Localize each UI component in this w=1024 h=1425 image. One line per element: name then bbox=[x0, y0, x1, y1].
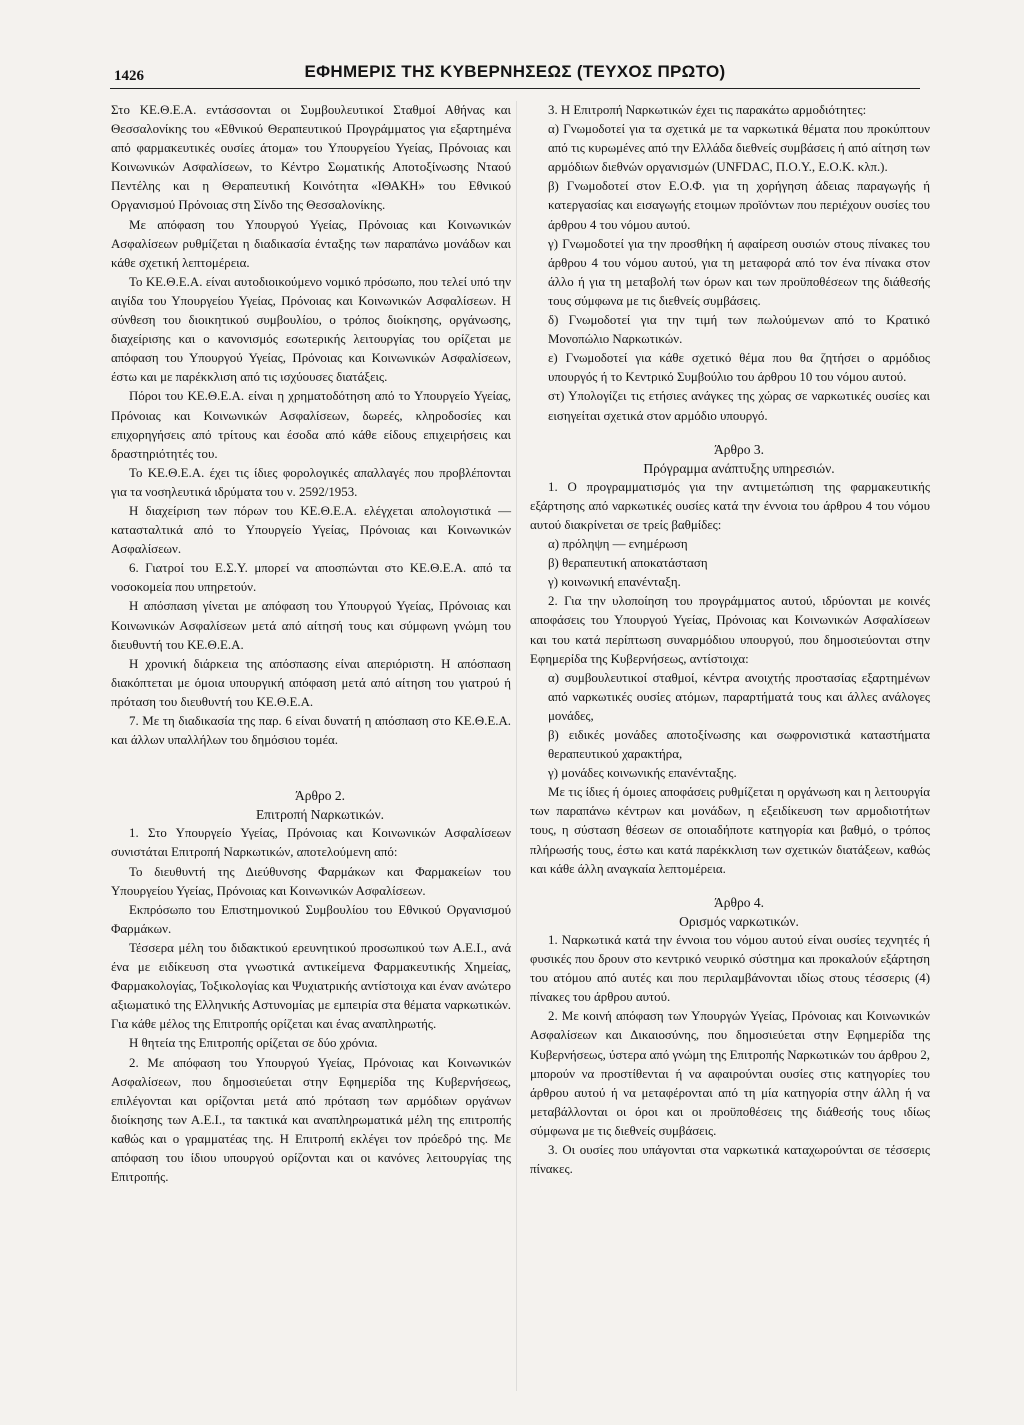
article-4-heading bbox=[530, 893, 930, 931]
paragraph: Πόροι του ΚΕ.Θ.Ε.Α. είναι η χρηματοδότηση από το Υπουργείο Υγείας, Πρόνοιας και Κοινωνικών Ασφαλίσεων, δωρεές, κληροδοσίες και επιχορηγήσεις από τρίτους και έσοδα από κάθε είδους επιχειρήσεις και δραστηριότητές του. bbox=[111, 389, 511, 461]
article-title: Επιτροπή Ναρκωτικών. bbox=[255, 807, 385, 823]
paragraph: Εκπρόσωπο του Επιστημονικού Συμβουλίου του Εθνικού Οργανισμού Φαρμάκων. bbox=[111, 902, 511, 936]
paragraph: Με απόφαση του Υπουργού Υγείας, Πρόνοιας και Κοινωνικών Ασφαλίσεων ρυθμίζεται η διαδικασία ένταξης των παραπάνω μονάδων και κάθε σχετική λεπτομέρεια. bbox=[111, 217, 511, 270]
article-number: Άρθρο 2. bbox=[295, 788, 345, 804]
list-item: ε) Γνωμοδοτεί για κάθε σχετικό θέμα που θα ζητήσει ο αρμόδιος υπουργός ή το Κεντρικό Συμβούλιο του άρθρου 10 του νόμου αυτού. bbox=[548, 351, 930, 385]
article-2-heading bbox=[111, 786, 511, 824]
paragraph: Το διευθυντή της Διεύθυνσης Φαρμάκων και Φαρμακείων του Υπουργείου Υγείας, Πρόνοιας και Κοινωνικών Ασφαλίσεων. bbox=[111, 864, 511, 898]
paragraph: 6. Γιατροί του Ε.Σ.Υ. μπορεί να αποσπώνται στο ΚΕ.Θ.Ε.Α. από τα νοσοκομεία που υπηρετούν. bbox=[111, 561, 511, 595]
list-item: β) Γνωμοδοτεί στον Ε.Ο.Φ. για τη χορήγηση άδειας παραγωγής ή κατεργασίας και εισαγωγής ετοιμων προϊόντων που περιέχουν ουσίες του άρθρου 4 του νόμου αυτού. bbox=[548, 179, 930, 232]
paragraph: Η διαχείριση των πόρων του ΚΕ.Θ.Ε.Α. ελέγχεται απολογιστικά — κατασταλτικά από το Υπουργείο Υγείας, Πρόνοιας και Κοινωνικών Ασφαλίσεων. bbox=[111, 503, 511, 557]
list-item: γ) Γνωμοδοτεί για την προσθήκη ή αφαίρεση ουσιών στους πίνακες του άρθρου 4 του νόμου αυτού, για τη μεταφορά από τον ένα πίνακα στον άλλο ή για τη μεταβολή των όρων και των προϋποθέσεων της διάθεσής τους σύμφωνα με τις διεθνείς συμβάσεις. bbox=[548, 236, 930, 308]
list-item: α) συμβουλευτικοί σταθμοί, κέντρα ανοιχτής προστασίας εξαρτημένων από ναρκωτικές ουσίες ατόμων, παραρτήματά τους και άλλες ανάλογες μονάδες, bbox=[548, 670, 930, 723]
left-column bbox=[111, 101, 511, 1187]
paragraph: 1. Ναρκωτικά κατά την έννοια του νόμου αυτού είναι ουσίες τεχνητές ή φυσικές που δρουν στο κεντρικό νευρικό σύστημα και προκαλούν εξάρτηση του ατόμου από αυτές και που περιλαμβάνονται ιδίως στους τέσσερις (4) πίνακες του άρθρου αυτού. bbox=[530, 932, 930, 1005]
paragraph: Η θητεία της Επιτροπής ορίζεται σε δύο χρόνια. bbox=[129, 1036, 378, 1051]
list-item: στ) Υπολογίζει τις ετήσιες ανάγκες της χώρας σε ναρκωτικές ουσίες και εισηγείται σχετικά στον αρμόδιο υπουργό. bbox=[548, 389, 930, 423]
article-number: Άρθρο 3. bbox=[714, 441, 764, 457]
page-number: 1426 bbox=[114, 68, 144, 84]
paragraph: 7. Με τη διαδικασία της παρ. 6 είναι δυνατή η απόσπαση στο ΚΕ.Θ.Ε.Α. και άλλων υπαλλήλων του δημόσιου τομέα. bbox=[111, 714, 511, 748]
article-title: Πρόγραμμα ανάπτυξης υπηρεσιών. bbox=[643, 460, 835, 476]
paragraph: Το ΚΕ.Θ.Ε.Α. έχει τις ίδιες φορολογικές απαλλαγές που προβλέπονται για τα νοσηλευτικά ιδρύματα του ν. 2592/1953. bbox=[111, 465, 511, 499]
list-item: γ) μονάδες κοινωνικής επανένταξης. bbox=[548, 766, 737, 781]
paragraph: 2. Με κοινή απόφαση των Υπουργών Υγείας, Πρόνοιας και Κοινωνικών Ασφαλίσεων και Δικαιοσύνης, που δημοσιεύεται στην Εφημερίδα της Κυβερνήσεως, ύστερα από γνώμη της Επιτροπής Ναρκωτικών του άρθρου 2, μπορούν να προστίθενται ή να αφαιρούνται ουσίες στις κατηγορίες του άρθρου αυτού ή να μεταφέρονται από τη μία κατηγορία στην άλλη ή να μεταβάλλονται οι όροι και οι προϋποθέσεις της διάθεσής τους ιδίως σύμφωνα με τις διεθνείς συμβάσεις. bbox=[530, 1009, 930, 1138]
right-column bbox=[530, 101, 930, 1179]
list-item: β) θεραπευτική αποκατάσταση bbox=[548, 556, 708, 571]
paragraph: Τέσσερα μέλη του διδακτικού ερευνητικού προσωπικού των Α.Ε.Ι., ανά ένα με ειδίκευση στα γνωστικά αντικείμενα Φαρμακευτικής Χημείας, Φαρμακολογίας, Τοξικολογίας και Ψυχιατρικής αντίστοιχα και έναν ανώτερο αξιωματικό της Ελληνικής Αστυνομίας με εμπειρία στα θέματα ναρκωτικών. Για κάθε μέλος της Επιτροπής ορίζεται και ένας αναπληρωτής. bbox=[111, 940, 511, 1032]
running-title: ΕΦΗΜΕΡΙΣ ΤΗΣ ΚΥΒΕΡΝΗΣΕΩΣ (ΤΕΥΧΟΣ ΠΡΩΤΟ) bbox=[304, 62, 726, 81]
article-3-heading bbox=[530, 440, 930, 478]
paragraph: Στο ΚΕ.Θ.Ε.Α. εντάσσονται οι Συμβουλευτικοί Σταθμοί Αθήνας και Θεσσαλονίκης του «Εθνικού Θεραπευτικού Προγράμματος για εξαρτημένα από φαρμακευτικές ουσίες άτομα» του Υπουργείου Υγείας, Πρόνοιας και Κοινωνικών Ασφαλίσεων, το Κέντρο Σωματικής Αποτοξίνωσης Νταού Πεντέλης και η Θεραπευτική Κοινότητα «ΙΘΑΚΗ» του Εθνικού Οργανισμού Πρόνοιας στη Σίνδο της Θεσσαλονίκης. bbox=[111, 103, 511, 213]
paragraph: 2. Με απόφαση του Υπουργού Υγείας, Πρόνοιας και Κοινωνικών Ασφαλίσεων, που δημοσιεύεται στην Εφημερίδα της Κυβερνήσεως, επιλέγονται και ορίζονται μετά από πρόταση των αρμόδιων οργάνων διοίκησης των Α.Ε.Ι., τα τακτικά και αναπληρωματικά μέλη της επιτροπής καθώς και ο γραμματέας της. Η Επιτροπή εκλέγει τον πρόεδρό της. Με απόφαση του ίδιου υπουργού ορίζονται και οι κανόνες λειτουργίας της Επιτροπής. bbox=[111, 1055, 511, 1185]
paragraph: 3. Η Επιτροπή Ναρκωτικών έχει τις παρακάτω αρμοδιότητες: bbox=[548, 103, 867, 117]
list-item: γ) κοινωνική επανένταξη. bbox=[548, 575, 681, 590]
paragraph: 2. Για την υλοποίηση του προγράμματος αυτού, ιδρύονται με κοινές αποφάσεις του Υπουργού Υγείας, Πρόνοιας και Κοινωνικών Ασφαλίσεων και του κατά περίπτωση συναρμόδιου υπουργού, που δημοσιεύονται στην Εφημερίδα της Κυβερνήσεως, αντίστοιχα: bbox=[530, 594, 930, 666]
list-item: α) Γνωμοδοτεί για τα σχετικά με τα ναρκωτικά θέματα που προκύπτουν από τις κυρωμένες από την Ελλάδα διεθνείς συμβάσεις ή από αίτηση των αρμόδιων διεθνών οργανισμών (UNFDAC, Π.Ο.Υ., Ε.Ο.Κ. κλπ.). bbox=[548, 122, 930, 175]
paragraph: Το ΚΕ.Θ.Ε.Α. είναι αυτοδιοικούμενο νομικό πρόσωπο, που τελεί υπό την αιγίδα του Υπουργείου Υγείας, Πρόνοιας και Κοινωνικών Ασφαλίσεων. Η σύνθεση του διοικητικού συμβουλίου, ο τρόπος διοίκησης, οργάνωσης, διαχείρισης και ο κανονισμός εσωτερικής λειτουργίας του ορίζεται με απόφαση του Υπουργού Υγείας, Πρόνοιας και Κοινωνικών Ασφαλίσεων, έστω και με παρέκκλιση από τις ισχύουσες διατάξεις. bbox=[111, 274, 511, 385]
paragraph: 3. Οι ουσίες που υπάγονται στα ναρκωτικά καταχωρούνται σε τέσσερις πίνακες. bbox=[530, 1142, 930, 1177]
article-title: Ορισμός ναρκωτικών. bbox=[679, 913, 799, 929]
list-item: δ) Γνωμοδοτεί για την τιμή των πωλούμενων από το Κρατικό Μονοπώλιο Ναρκωτικών. bbox=[548, 313, 930, 347]
page-header bbox=[110, 62, 920, 92]
paragraph: 1. Ο προγραμματισμός για την αντιμετώπιση της φαρμακευτικής εξάρτησης από ναρκωτικές ουσίες κατά την έννοια του άρθρου 4 του νόμου αυτού διακρίνεται σε τρείς βαθμίδες: bbox=[530, 479, 930, 532]
list-item: β) ειδικές μονάδες αποτοξίνωσης και σωφρονιστικά καταστήματα θεραπευτικού χαρακτήρα, bbox=[548, 728, 930, 762]
paragraph: Με τις ίδιες ή όμοιες αποφάσεις ρυθμίζεται η οργάνωση και η λειτουργία των παραπάνω κέντρων και μονάδων, η εξειδίκευση των αρμοδιοτήτων τους, η σύσταση θέσεων σε οποιαδήποτε κατηγορία και βαθμό, ο τρόπος πλήρωσής τους, έστω και κατά παρέκκλιση των σχετικών διατάξεων, καθώς και κάθε άλλη αναγκαία λεπτομέρεια. bbox=[530, 785, 930, 876]
paragraph: Η χρονική διάρκεια της απόσπασης είναι απεριόριστη. Η απόσπαση διακόπτεται με όμοια υπουργική απόφαση μετά από αίτηση του γιατρού ή πρόταση του διευθυντή του ΚΕ.Θ.Ε.Α. bbox=[111, 656, 511, 709]
header-rule bbox=[110, 88, 920, 89]
paragraph: Η απόσπαση γίνεται με απόφαση του Υπουργού Υγείας, Πρόνοιας και Κοινωνικών Ασφαλίσεων μετά από αίτησή τους και σύμφωνη γνώμη του διευθυντή του ΚΕ.Θ.Ε.Α. bbox=[111, 599, 511, 652]
column-divider bbox=[516, 101, 517, 1391]
list-item: α) πρόληψη — ενημέρωση bbox=[548, 537, 688, 552]
paragraph: 1. Στο Υπουργείο Υγείας, Πρόνοιας και Κοινωνικών Ασφαλίσεων συνιστάται Επιτροπή Ναρκωτικών, αποτελούμενη από: bbox=[111, 826, 511, 860]
article-number: Άρθρο 4. bbox=[714, 894, 764, 910]
